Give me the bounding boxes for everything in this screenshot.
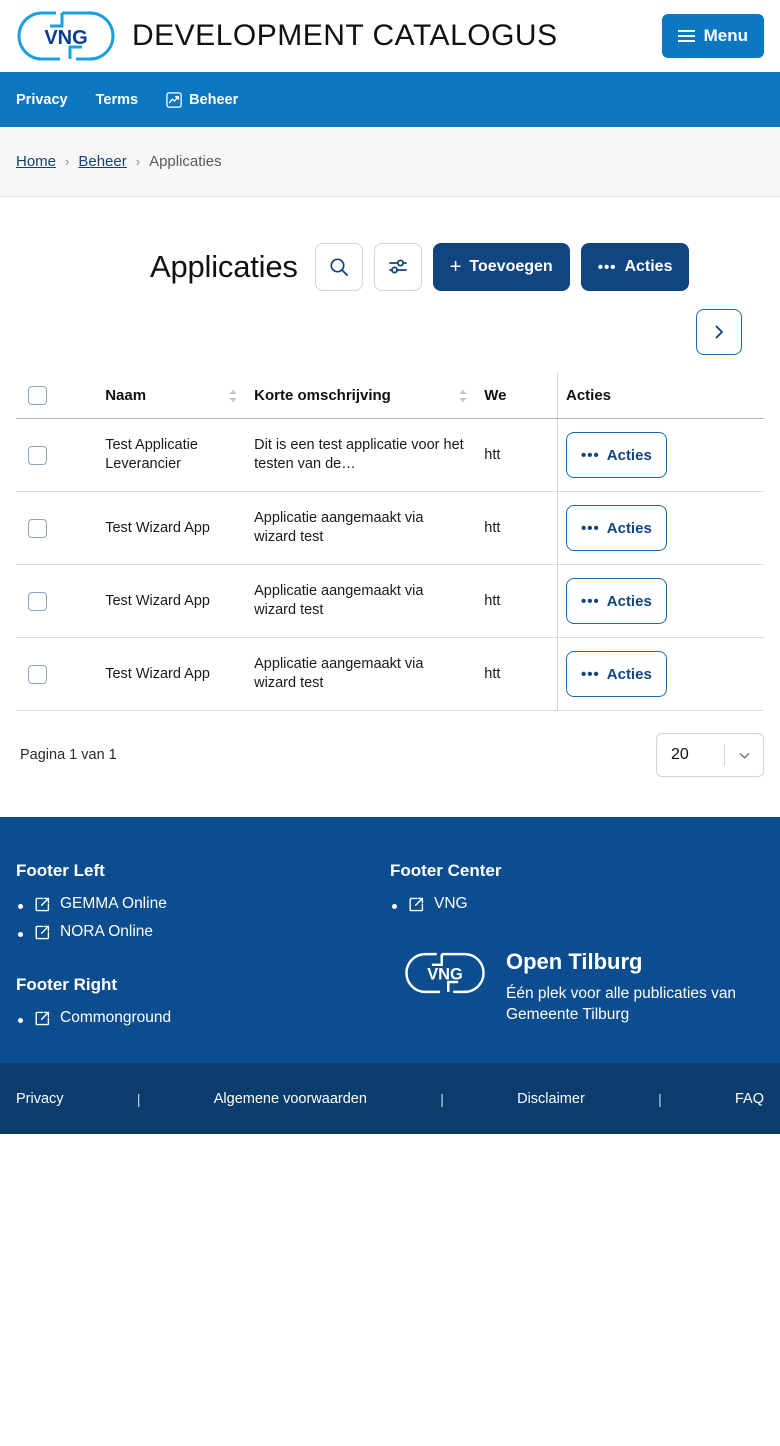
footer-column-left xyxy=(16,861,390,1037)
search-button[interactable] xyxy=(315,243,363,291)
bottom-link-disclaimer[interactable]: Disclaimer xyxy=(517,1090,585,1107)
page-title-header: DEVELOPMENT CATALOGUS xyxy=(132,19,558,52)
page-title: Applicaties xyxy=(150,249,298,284)
bottom-link-privacy[interactable]: Privacy xyxy=(16,1090,64,1107)
ellipsis-icon: ••• xyxy=(597,258,617,276)
bottom-link-algemene-voorwaarden[interactable]: Algemene voorwaarden xyxy=(213,1090,367,1107)
column-header-korte-omschrijving[interactable] xyxy=(246,373,476,419)
vng-logo[interactable] xyxy=(16,10,116,62)
cell-website: htt xyxy=(476,419,557,492)
column-header-select-all xyxy=(16,373,97,419)
nav-item-label: Beheer xyxy=(189,91,239,108)
menu-button[interactable] xyxy=(662,14,764,58)
footer-brand xyxy=(390,949,764,1025)
cell-website: htt xyxy=(476,638,557,711)
bottom-separator: | xyxy=(136,1090,141,1107)
nav-item-label: Privacy xyxy=(16,91,68,108)
list-item[interactable] xyxy=(34,1009,390,1027)
footer-link-nora-online[interactable]: NORA Online xyxy=(60,923,154,941)
page-toolbar xyxy=(16,197,764,291)
applications-table xyxy=(16,373,764,711)
cell-korte-omschrijving: Applicatie aangemaakt via wizard test xyxy=(246,638,476,711)
table-head xyxy=(16,373,764,419)
row-checkbox[interactable] xyxy=(28,446,47,465)
row-actions-label: Acties xyxy=(606,446,652,464)
cell-naam: Test Applicatie Leverancier xyxy=(97,419,246,492)
main-nav xyxy=(0,72,780,127)
menu-button-label: Menu xyxy=(703,26,748,45)
ellipsis-icon: ••• xyxy=(581,592,600,610)
nav-item-privacy[interactable] xyxy=(16,92,68,108)
filter-button[interactable] xyxy=(374,243,422,291)
footer-left-list xyxy=(16,895,390,941)
external-link-icon xyxy=(408,896,425,913)
breadcrumb-separator: › xyxy=(135,154,141,169)
chevron-right-icon xyxy=(710,323,728,341)
pagination-top xyxy=(16,291,764,355)
column-label-acties: Acties xyxy=(566,387,612,404)
bottom-separator: | xyxy=(440,1090,444,1107)
list-item[interactable] xyxy=(34,923,390,941)
cell-naam: Test Wizard App xyxy=(97,638,246,711)
breadcrumb xyxy=(16,153,222,170)
chart-icon xyxy=(166,92,182,108)
bottom-separator: | xyxy=(658,1090,662,1107)
cell-naam: Test Wizard App xyxy=(97,565,246,638)
table-row[interactable] xyxy=(16,565,764,638)
footer-column-right xyxy=(16,975,390,1027)
footer-right-list xyxy=(16,1009,390,1027)
main-content xyxy=(0,197,780,817)
footer-center-list xyxy=(390,895,764,913)
select-all-checkbox[interactable] xyxy=(28,386,47,405)
row-checkbox[interactable] xyxy=(28,665,47,684)
breadcrumb-bar xyxy=(0,127,780,197)
sort-icon xyxy=(228,389,238,403)
footer-link-gemma-online[interactable]: GEMMA Online xyxy=(60,895,167,913)
row-checkbox[interactable] xyxy=(28,592,47,611)
external-link-icon xyxy=(34,896,51,913)
page-size-value: 20 xyxy=(671,746,689,764)
nav-item-label: Terms xyxy=(95,91,139,108)
breadcrumb-item-beheer[interactable]: Beheer xyxy=(78,153,127,170)
bulk-actions-button[interactable] xyxy=(581,243,690,291)
cell-website: htt xyxy=(476,565,557,638)
ellipsis-icon: ••• xyxy=(581,446,600,464)
page-size-select[interactable] xyxy=(656,733,764,777)
row-actions-label: Acties xyxy=(606,519,652,537)
cell-naam: Test Wizard App xyxy=(97,492,246,565)
cell-acties xyxy=(558,565,765,638)
footer-brand-title: Open Tilburg xyxy=(506,949,643,975)
vng-logo-icon xyxy=(16,10,116,62)
row-select-cell xyxy=(16,419,97,492)
footer-columns xyxy=(16,861,764,1037)
chevron-down-icon xyxy=(725,748,763,763)
footer-bottom-bar xyxy=(0,1063,780,1134)
list-item[interactable] xyxy=(408,895,764,913)
row-actions-button[interactable] xyxy=(566,578,667,624)
nav-item-beheer[interactable] xyxy=(166,92,238,108)
cell-korte-omschrijving: Applicatie aangemaakt via wizard test xyxy=(246,565,476,638)
applications-table-wrapper xyxy=(16,355,764,777)
table-header-row xyxy=(16,373,764,419)
nav-item-terms[interactable] xyxy=(96,92,138,108)
table-body xyxy=(16,419,764,711)
row-select-cell xyxy=(16,565,97,638)
table-footer xyxy=(16,711,764,777)
footer-column-center xyxy=(390,861,764,1037)
column-label-naam: Naam xyxy=(105,387,147,404)
cell-acties xyxy=(558,492,765,565)
footer-link-commonground[interactable]: Commonground xyxy=(60,1009,172,1027)
cell-website: htt xyxy=(476,492,557,565)
list-item[interactable] xyxy=(34,895,390,913)
row-actions-button[interactable] xyxy=(566,432,667,478)
table-row[interactable] xyxy=(16,419,764,492)
footer-link-vng[interactable]: VNG xyxy=(434,895,468,913)
row-actions-button[interactable] xyxy=(566,505,667,551)
ellipsis-icon: ••• xyxy=(581,665,600,683)
footer-center-heading: Footer Center xyxy=(390,861,502,881)
svg-text:VNG: VNG xyxy=(44,27,88,49)
cell-korte-omschrijving: Applicatie aangemaakt via wizard test xyxy=(246,492,476,565)
row-select-cell xyxy=(16,638,97,711)
bulk-actions-label: Acties xyxy=(624,258,673,275)
footer-brand-subtitle: Één plek voor alle publicaties van Gemeente Tilburg xyxy=(506,985,737,1023)
footer-right-heading: Footer Right xyxy=(16,975,118,995)
column-header-naam[interactable] xyxy=(97,373,246,419)
plus-icon: + xyxy=(449,256,462,278)
filter-sliders-icon xyxy=(387,256,409,278)
vng-logo-footer xyxy=(404,949,486,1002)
external-link-icon xyxy=(34,924,51,941)
footer-left-heading: Footer Left xyxy=(16,861,105,881)
search-icon xyxy=(328,256,350,278)
row-actions-button[interactable] xyxy=(566,651,667,697)
row-actions-label: Acties xyxy=(606,592,652,610)
footer-bottom-nav xyxy=(16,1091,764,1107)
cell-korte-omschrijving: Dit is een test applicatie voor het testen van de… xyxy=(246,419,476,492)
breadcrumb-item-home[interactable]: Home xyxy=(16,153,57,170)
row-actions-label: Acties xyxy=(606,665,652,683)
cell-acties xyxy=(558,419,765,492)
column-header-website[interactable] xyxy=(476,373,557,419)
add-button-label: Toevoegen xyxy=(469,258,553,275)
next-page-button[interactable] xyxy=(696,309,742,355)
add-button[interactable] xyxy=(433,243,570,291)
bottom-link-faq[interactable]: FAQ xyxy=(734,1090,764,1107)
page-info: Pagina 1 van 1 xyxy=(20,747,117,764)
hamburger-icon xyxy=(678,30,695,42)
column-label-korte-omschrijving: Korte omschrijving xyxy=(254,387,391,404)
breadcrumb-separator: › xyxy=(65,154,70,169)
cell-acties xyxy=(558,638,765,711)
sort-icon xyxy=(458,389,468,403)
breadcrumb-item-applicaties: Applicaties xyxy=(149,153,222,170)
ellipsis-icon: ••• xyxy=(581,519,600,537)
svg-text:VNG: VNG xyxy=(427,965,463,984)
table-row[interactable] xyxy=(16,492,764,565)
column-label-website: We xyxy=(484,387,507,404)
column-header-acties xyxy=(558,373,765,419)
external-link-icon xyxy=(34,1010,51,1027)
vng-logo-icon xyxy=(404,949,486,997)
site-header xyxy=(0,0,780,72)
footer-brand-text xyxy=(506,949,756,1025)
content-container xyxy=(0,197,780,777)
row-select-cell xyxy=(16,492,97,565)
table-row[interactable] xyxy=(16,638,764,711)
row-checkbox[interactable] xyxy=(28,519,47,538)
site-footer xyxy=(0,817,780,1063)
